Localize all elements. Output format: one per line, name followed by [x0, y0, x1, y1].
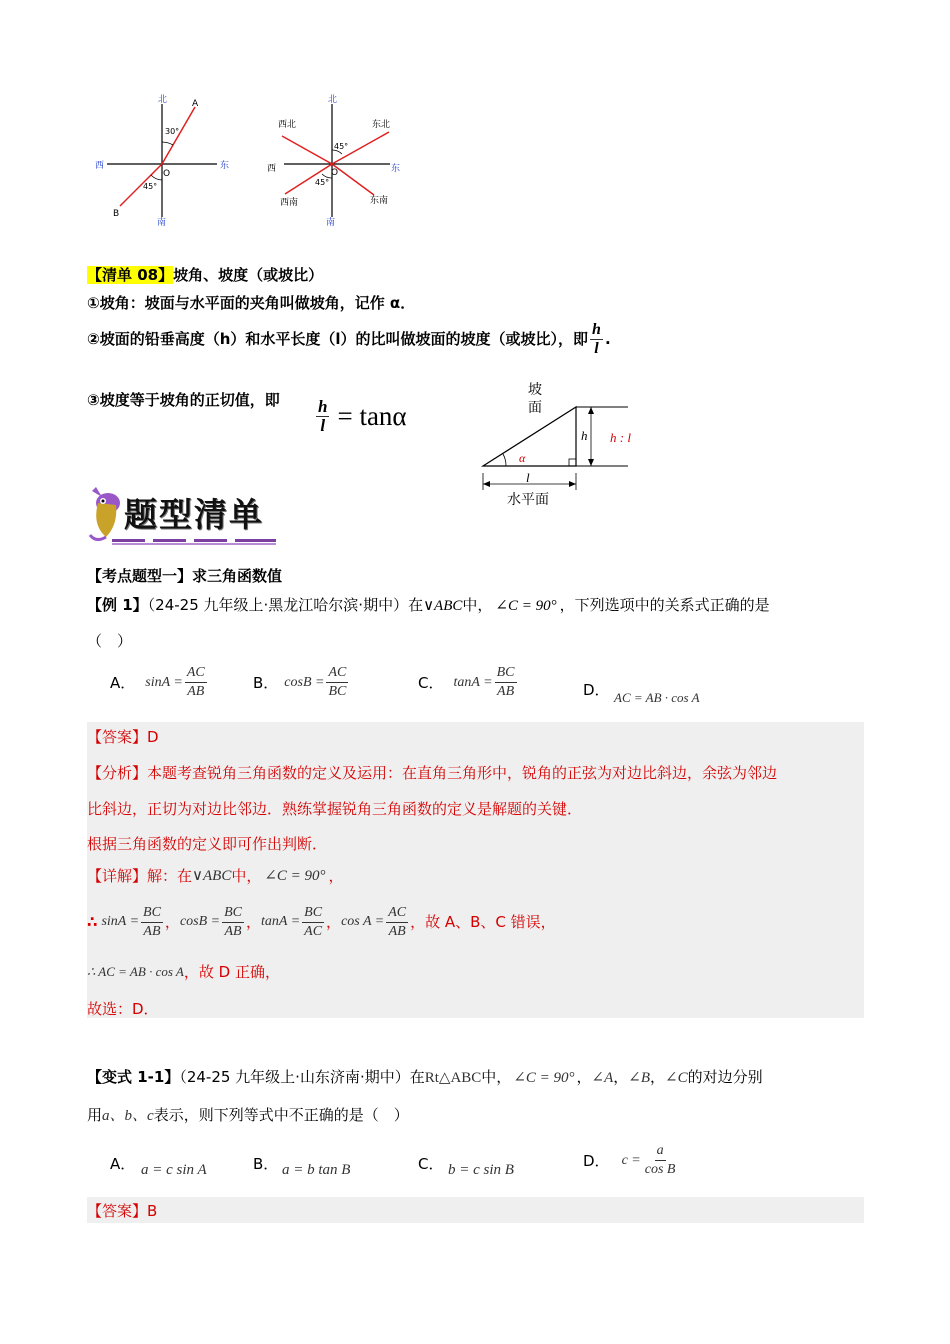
compass-diagram-right — [262, 92, 412, 227]
variant-text3: ， — [576, 1068, 592, 1086]
fraction-numerator: a — [655, 1142, 666, 1161]
f4-fraction — [386, 904, 408, 941]
compass2-west: 西 — [267, 164, 277, 174]
variant-option-b-expr: a = b tan B — [282, 1162, 351, 1178]
fraction-denominator: l — [594, 339, 599, 357]
fraction-numerator: BC — [141, 904, 163, 923]
variant-text4: 的对边分别 — [687, 1068, 763, 1086]
banner-mascot-icon — [88, 485, 128, 547]
question-type-banner — [88, 485, 288, 551]
f2-lhs: cosB = — [179, 914, 221, 929]
example1-text3: ，下列选项中的关系式正确的是 — [559, 596, 770, 614]
compass2-origin: O — [331, 168, 339, 178]
f3-lhs: tanA = — [261, 914, 301, 929]
option-d-label: D． — [583, 681, 610, 699]
example1-option-d[interactable] — [583, 679, 610, 700]
type1-heading: 【考点题型一】求三角函数值 — [87, 567, 283, 585]
slope-diagram — [470, 378, 660, 513]
separator: ， — [246, 913, 262, 931]
example1-text2: 中， — [462, 596, 493, 614]
variant-option-d-label: D． — [583, 1152, 610, 1170]
option-a-label: A． — [110, 674, 136, 692]
variant-tag: 【变式 1-1】 — [87, 1068, 180, 1086]
compass1-angle-45: 45° — [143, 182, 158, 191]
slope-formula-fraction — [316, 398, 329, 435]
compass1-west: 西 — [95, 161, 105, 171]
fraction-denominator: AC — [304, 923, 323, 939]
detail-triangle: ∨ABC — [192, 868, 232, 884]
variant-option-c-expr: b = c sin B — [448, 1162, 514, 1178]
conclusion-abc: ，故 A、B、C 错误， — [410, 913, 556, 931]
slope-label-l: l — [526, 470, 530, 485]
compass2-northeast: 东北 — [372, 120, 391, 130]
example1-option-c[interactable] — [418, 664, 519, 701]
variant-angle-a: ∠A — [591, 1070, 614, 1086]
section08-item3: ③坡度等于坡角的正切值，即 — [87, 391, 280, 409]
f4-lhs: cos A = — [341, 914, 385, 929]
variant-letters: a、b、c — [102, 1108, 154, 1124]
line-d-expr: ∴ AC = AB · cos A — [87, 964, 184, 979]
variant-comma: ， — [613, 1068, 629, 1086]
example1-detail-d — [87, 962, 280, 982]
slope-label-h: h — [581, 428, 588, 443]
slope-label-alpha: α — [519, 451, 526, 465]
slope-label-top2: 面 — [528, 400, 542, 416]
variant-option-b[interactable] — [253, 1153, 278, 1174]
option-c-lhs: tanA = — [453, 674, 493, 690]
variant-option-a[interactable] — [110, 1153, 135, 1174]
variant-option-c[interactable] — [418, 1153, 443, 1174]
therefore-symbol: ∴ — [87, 913, 98, 931]
compass2-angle-upper: 45° — [334, 142, 349, 151]
option-b-fraction — [326, 664, 348, 701]
example1-option-b[interactable] — [253, 664, 350, 701]
section08-item2-text: ②坡面的铅垂高度（h）和水平长度（l）的比叫做坡面的坡度（或坡比），即 — [87, 330, 589, 348]
detail-mid: 中， — [231, 867, 262, 885]
example1-analysis-line1: 【分析】本题考查锐角三角函数的定义及运用：在直角三角形中，锐角的正弦为对边比斜边，余弦为邻边 — [87, 764, 778, 782]
compass2-southeast: 东南 — [370, 196, 389, 206]
fraction-denominator: AB — [497, 684, 515, 699]
fraction-denominator: AB — [187, 684, 205, 699]
variant-option-b-label: B． — [253, 1155, 279, 1173]
formula-rhs: = tanα — [337, 401, 407, 431]
variant-option-d-lhs: c = — [621, 1152, 641, 1168]
variant-stem-line2 — [87, 1105, 409, 1126]
compass1-point-b: B — [113, 209, 120, 219]
option-d-expr: AC = AB · cos A — [614, 690, 700, 705]
fraction-denominator: AB — [388, 923, 406, 939]
variant-answer: 【答案】B — [87, 1202, 158, 1220]
example1-detail — [87, 866, 344, 886]
banner-underline — [112, 539, 276, 542]
compass1-angle-30: 30° — [165, 127, 180, 136]
fraction-numerator: BC — [302, 904, 324, 923]
f3-fraction — [302, 904, 324, 941]
example1-stem — [87, 595, 770, 616]
example1-angle: ∠C = 90° — [495, 598, 557, 614]
fraction-numerator: BC — [495, 664, 517, 683]
section08-item2 — [87, 318, 611, 360]
line-d-text: ，故 D 正确， — [183, 963, 280, 981]
option-a-lhs: sinA = — [145, 674, 183, 690]
f2-fraction — [222, 904, 244, 941]
f1-lhs: sinA = — [101, 914, 140, 929]
compass1-south: 南 — [157, 218, 167, 227]
fraction-numerator: AC — [185, 664, 207, 683]
fraction-denominator: cos B — [644, 1162, 676, 1177]
compass2-northwest: 西北 — [278, 120, 297, 130]
banner-underline-2 — [112, 543, 276, 545]
section08-tag: 【清单 08】 — [87, 266, 174, 284]
compass1-origin: O — [163, 169, 171, 179]
option-b-label: B． — [253, 674, 279, 692]
banner-title: 题型清单 — [124, 495, 264, 534]
option-b-lhs: cosB = — [284, 674, 325, 690]
example1-answer: 【答案】D — [87, 728, 159, 746]
compass2-angle-lower: 45° — [315, 178, 330, 187]
example1-source: （24-25 九年级上·黑龙江哈尔滨·期中）在 — [147, 596, 424, 614]
variant-option-a-label: A． — [110, 1155, 136, 1173]
compass-diagram-left — [92, 92, 242, 227]
compass2-southwest: 西南 — [280, 198, 299, 208]
fraction-denominator: AB — [143, 923, 161, 939]
example1-final: 故选：D． — [87, 1000, 159, 1018]
fraction-numerator: AC — [386, 904, 408, 923]
variant-option-d[interactable] — [583, 1142, 679, 1179]
separator: ， — [326, 913, 342, 931]
variant-line2-start: 用 — [87, 1106, 103, 1124]
example1-analysis-line2: 比斜边，正切为对边比邻边．熟练掌握锐角三角函数的定义是解题的关键． — [87, 800, 583, 818]
compass2-east: 东 — [391, 164, 401, 174]
section08-item2-end: . — [604, 330, 611, 348]
compass1-point-a: A — [192, 99, 199, 109]
variant-option-c-label: C． — [418, 1155, 444, 1173]
variant-angle-c: ∠C — [665, 1070, 688, 1086]
variant-source: （24-25 九年级上·山东济南·期中）在 — [179, 1068, 425, 1086]
section08-heading — [87, 265, 323, 285]
section08-item2-fraction — [590, 321, 603, 358]
example1-detail-formulas — [87, 900, 556, 944]
section08-title: 坡角、坡度（或坡比） — [173, 266, 324, 284]
variant-line2-end: 表示，则下列等式中不正确的是（ ） — [153, 1106, 409, 1124]
variant-triangle: Rt△ABC — [424, 1070, 482, 1086]
variant-option-d-fraction — [643, 1142, 678, 1179]
compass1-east: 东 — [220, 161, 230, 171]
slope-formula — [314, 398, 407, 435]
example1-option-a[interactable] — [110, 664, 209, 701]
variant-answer-box — [87, 1197, 864, 1223]
example1-tag: 【例 1】 — [87, 596, 148, 614]
example1-analysis-line3: 根据三角函数的定义即可作出判断． — [87, 835, 328, 853]
variant-stem-line1 — [87, 1067, 763, 1088]
compass2-north: 北 — [328, 95, 338, 105]
fraction-denominator: AB — [224, 923, 242, 939]
detail-tag: 【详解】解：在 — [87, 867, 193, 885]
example1-triangle: ∨ABC — [423, 598, 463, 614]
formula-numerator: h — [318, 397, 328, 416]
example1-paren: （ ） — [87, 632, 133, 650]
variant-comma: ， — [650, 1068, 666, 1086]
fraction-denominator: BC — [328, 684, 347, 699]
f1-fraction — [141, 904, 163, 941]
detail-end: ， — [328, 867, 344, 885]
variant-option-a-expr: a = c sin A — [141, 1162, 207, 1178]
fraction-numerator: h — [592, 320, 601, 338]
variant-angle-b: ∠B — [628, 1070, 651, 1086]
fraction-numerator: AC — [326, 664, 348, 683]
variant-text2: 中， — [481, 1068, 512, 1086]
compass2-south: 南 — [326, 218, 336, 227]
slope-label-bottom: 水平面 — [507, 492, 549, 508]
separator: ， — [164, 913, 180, 931]
option-a-fraction — [185, 664, 207, 701]
option-c-label: C． — [418, 674, 444, 692]
option-c-fraction — [495, 664, 517, 701]
detail-angle: ∠C = 90° — [264, 868, 326, 884]
slope-label-top1: 坡 — [528, 382, 542, 398]
slope-label-ratio: h : l — [610, 430, 631, 445]
section08-item1: ①坡角：坡面与水平面的夹角叫做坡角，记作 α． — [87, 294, 416, 312]
formula-denominator: l — [320, 416, 326, 435]
variant-angle: ∠C = 90° — [513, 1070, 575, 1086]
fraction-numerator: BC — [222, 904, 244, 923]
compass1-north: 北 — [158, 95, 168, 105]
